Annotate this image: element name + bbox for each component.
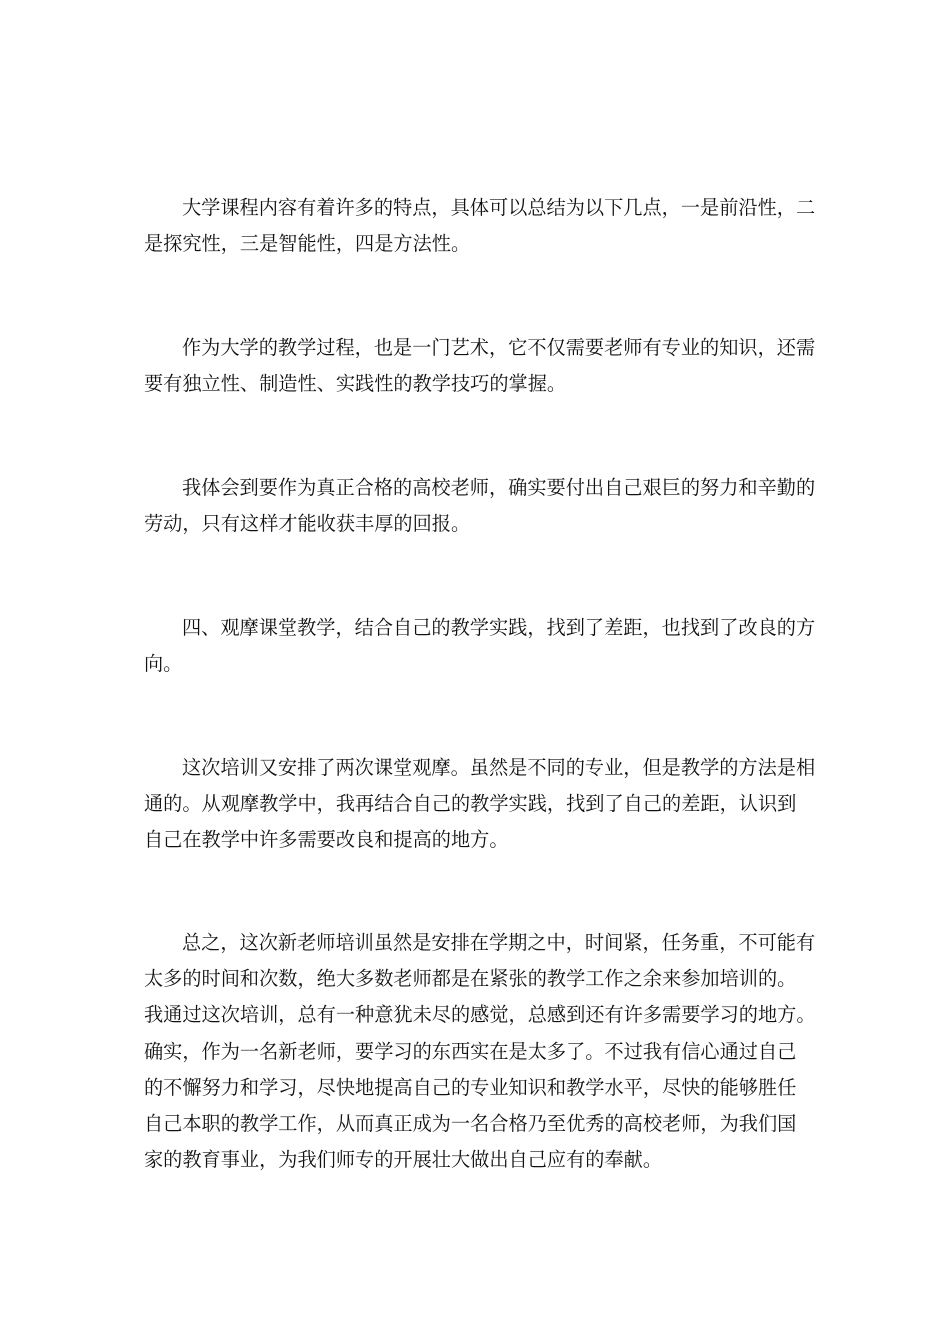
text-line: 通的。从观摩教学中，我再结合自己的教学实践，找到了自己的差距，认识到	[144, 792, 797, 816]
paragraph-qualified-teacher	[144, 470, 816, 542]
paragraph-teaching-art	[144, 330, 816, 402]
text-line: 确实，作为一名新老师，要学习的东西实在是太多了。不过我有信心通过自己	[144, 1039, 797, 1063]
text-line: 这次培训又安排了两次课堂观摩。虽然是不同的专业，但是教学的方法是相	[182, 756, 816, 779]
paragraph-course-features	[144, 190, 816, 262]
text-line: 家的教育事业，为我们师专的开展壮大做出自己应有的奉献。	[144, 1148, 663, 1172]
text-line: 我体会到要作为真正合格的高校老师，确实要付出自己艰巨的努力和辛勤的	[182, 476, 816, 499]
text-line: 太多的时间和次数，绝大多数老师都是在紧张的教学工作之余来参加培训的。	[144, 967, 797, 991]
text-line: 劳动，只有这样才能收获丰厚的回报。	[144, 512, 471, 536]
text-line: 大学课程内容有着许多的特点，具体可以总结为以下几点，一是前沿性，二	[182, 196, 816, 219]
text-line: 的不懈努力和学习，尽快地提高自己的专业知识和教学水平，尽快的能够胜任	[144, 1075, 797, 1099]
text-line: 要有独立性、制造性、实践性的教学技巧的掌握。	[144, 372, 567, 396]
text-line: 四、观摩课堂教学，结合自己的教学实践，找到了差距，也找到了改良的方	[182, 616, 816, 639]
text-line: 我通过这次培训，总有一种意犹未尽的感觉，总感到还有许多需要学习的地方。	[144, 1003, 816, 1027]
text-line: 自己本职的教学工作，从而真正成为一名合格乃至优秀的高校老师，为我们国	[144, 1112, 797, 1136]
paragraph-classroom-observation	[144, 750, 816, 859]
text-line: 作为大学的教学过程，也是一门艺术，它不仅需要老师有专业的知识，还需	[182, 336, 816, 359]
section-heading-observation	[144, 610, 816, 682]
paragraph-conclusion	[144, 925, 816, 1178]
text-line: 总之，这次新老师培训虽然是安排在学期之中，时间紧，任务重，不可能有	[182, 931, 816, 954]
text-line: 自己在教学中许多需要改良和提高的地方。	[144, 828, 509, 852]
text-line: 向。	[144, 652, 183, 676]
text-line: 是探究性，三是智能性，四是方法性。	[144, 232, 471, 256]
